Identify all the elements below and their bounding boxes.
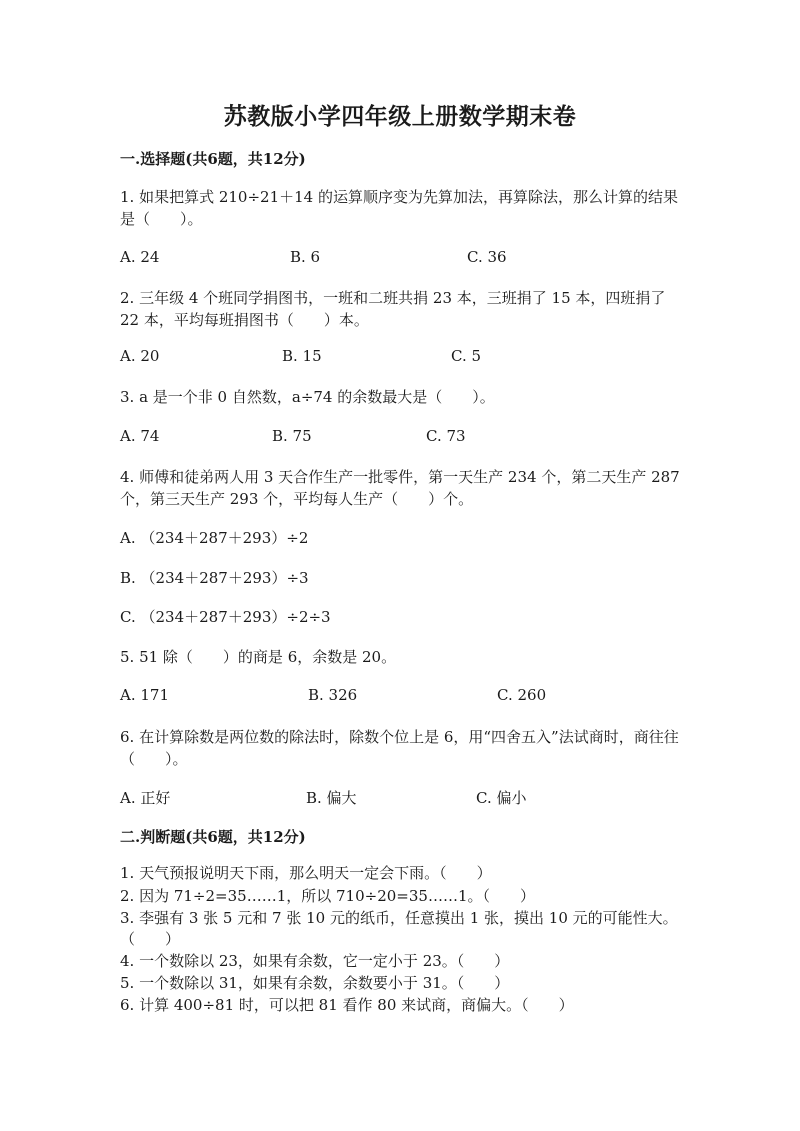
- option-row-4b: [120, 567, 680, 589]
- judge-item-1: 1. 天气预报说明天下雨，那么明天一定会下雨。（ ）: [120, 864, 492, 882]
- section-heading-choice: 一.选择题(共6题，共12分): [120, 150, 306, 168]
- option-a: A. （234＋287＋293）÷2: [120, 529, 309, 547]
- option-a: A. 正好: [120, 789, 171, 807]
- option-c: C. 36: [467, 248, 507, 266]
- option-b: B. （234＋287＋293）÷3: [120, 569, 309, 587]
- option-b: B. 偏大: [306, 789, 357, 807]
- question-5: 5. 51 除（ ）的商是 6，余数是 20。: [120, 648, 397, 666]
- option-c: C. 73: [426, 427, 466, 445]
- option-c: C. 260: [497, 686, 547, 704]
- option-b: B. 6: [290, 248, 321, 266]
- options-3: [120, 427, 680, 449]
- options-2: [120, 347, 680, 369]
- options-1: [120, 248, 680, 270]
- option-b: B. 75: [272, 427, 312, 445]
- question-6: 6. 在计算除数是两位数的除法时，除数个位上是 6，用“四舍五入”法试商时，商往往（ ）。: [120, 728, 679, 768]
- option-a: A. 20: [120, 347, 160, 365]
- option-c: C. 5: [451, 347, 482, 365]
- option-c: C. （234＋287＋293）÷2÷3: [120, 608, 331, 626]
- question-1: 1. 如果把算式 210÷21＋14 的运算顺序变为先算加法，再算除法，那么计算的结果是（ ）。: [120, 188, 678, 228]
- judge-item-2: 2. 因为 71÷2=35……1，所以 710÷20=35……1。（ ）: [120, 887, 535, 905]
- options-6: [120, 787, 680, 809]
- question-2: 2. 三年级 4 个班同学捐图书，一班和二班共捐 23 本，三班捐了 15 本，四班捐了 22 本，平均每班捐图书（ ）本。: [120, 289, 666, 329]
- option-b: B. 15: [282, 347, 322, 365]
- section-heading-judge: 二.判断题(共6题，共12分): [120, 828, 306, 846]
- option-b: B. 326: [308, 686, 358, 704]
- question-3: 3. a 是一个非 0 自然数，a÷74 的余数最大是（ ）。: [120, 388, 495, 406]
- option-a: A. 171: [120, 686, 169, 704]
- option-a: A. 74: [120, 427, 160, 445]
- judge-item-5: 5. 一个数除以 31，如果有余数，余数要小于 31。（ ）: [120, 974, 510, 992]
- options-5: [120, 686, 680, 708]
- judge-item-6: 6. 计算 400÷81 时，可以把 81 看作 80 来试商，商偏大。（ ）: [120, 996, 574, 1014]
- page-title: 苏教版小学四年级上册数学期末卷: [223, 103, 577, 130]
- option-row-4c: [120, 606, 680, 628]
- judge-item-4: 4. 一个数除以 23，如果有余数，它一定小于 23。（ ）: [120, 952, 510, 970]
- option-row-4a: [120, 527, 680, 549]
- option-a: A. 24: [120, 248, 160, 266]
- judge-item-3: 3. 李强有 3 张 5 元和 7 张 10 元的纸币，任意摸出 1 张，摸出 10 元的可能性大。（ ）: [120, 909, 678, 948]
- option-c: C. 偏小: [476, 789, 527, 807]
- question-4: 4. 师傅和徒弟两人用 3 天合作生产一批零件，第一天生产 234 个，第二天生产 287 个，第三天生产 293 个，平均每人生产（ ）个。: [120, 468, 680, 508]
